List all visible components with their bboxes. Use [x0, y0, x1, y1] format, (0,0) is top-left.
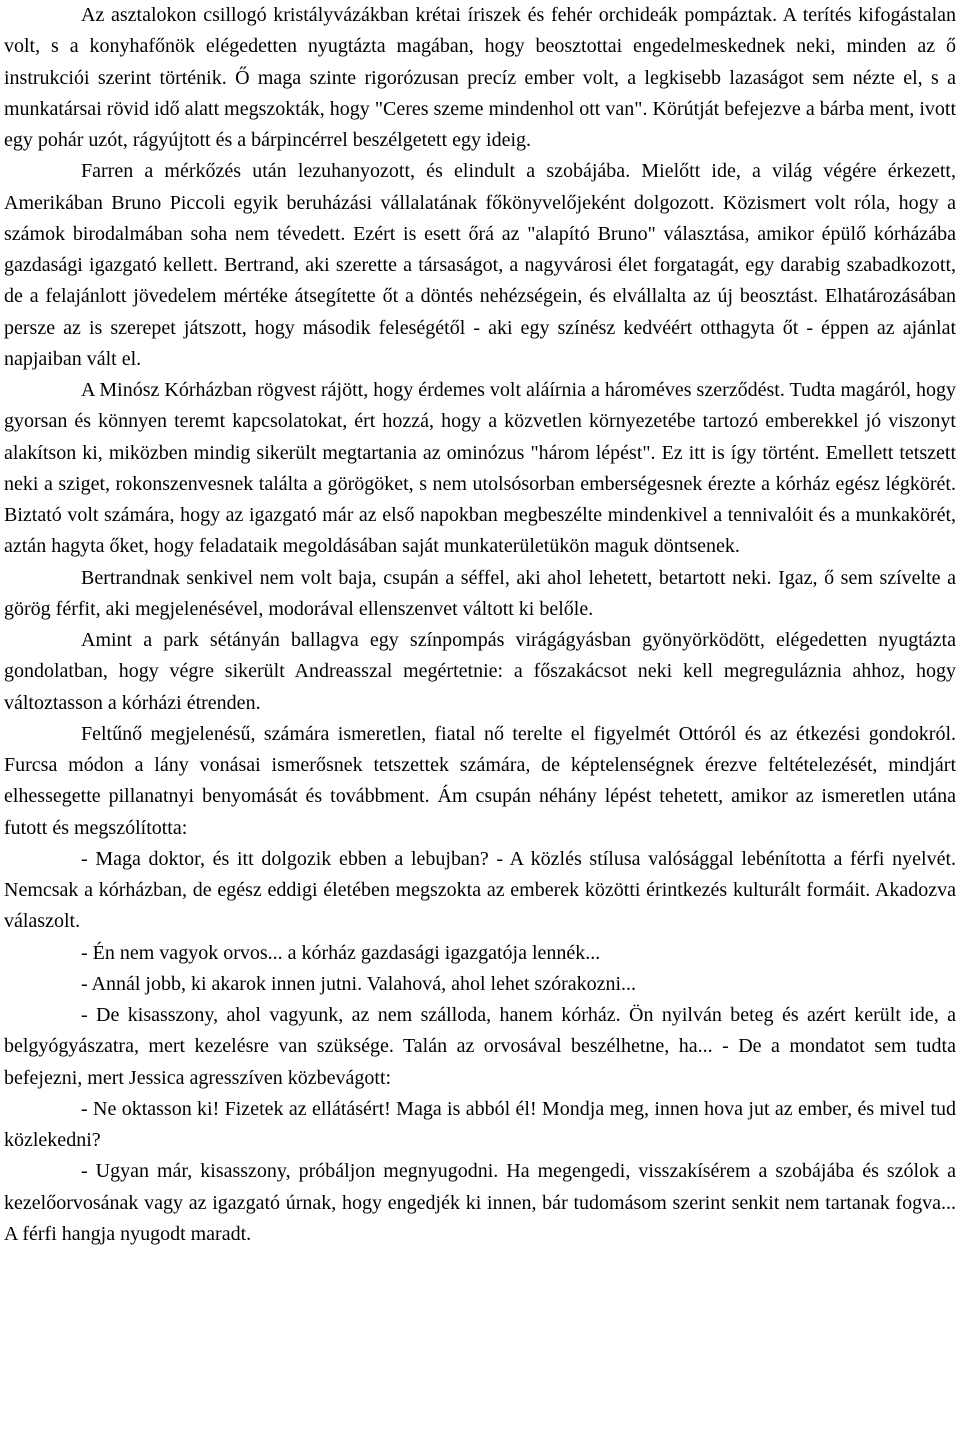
- paragraph-5: Amint a park sétányán ballagva egy színpompás virágágyásban gyönyörködött, elégedetten nyugtázta gondolatban, hogy végre sikerült Andreasszal megértetnie: a főszakácsot neki kell megreguláznia ahhoz, hogy változtasson a kórházi étrenden.: [4, 629, 956, 714]
- dialogue-line-3: - Annál jobb, ki akarok innen jutni. Valahová, ahol lehet szórakozni...: [81, 972, 637, 995]
- dialogue-line-5: - Ne oktasson ki! Fizetek az ellátásért! Maga is abból él! Mondja meg, innen hova jut az ember, és mivel tud közlekedni?: [4, 1097, 956, 1151]
- paragraph-4: Bertrandnak senkivel nem volt baja, csupán a séffel, aki ahol lehetett, betartott neki. Igaz, ő sem szívelte a görög férfit, aki megjelenésével, modorával ellenszenvet váltott ki belőle.: [4, 566, 956, 620]
- dialogue-line-6: - Ugyan már, kisasszony, próbáljon megnyugodni. Ha megengedi, visszakísérem a szobájába és szólok a kezelőorvosának vagy az igazgató úrnak, hogy engedjék ki innen, bár tudomásom szerint senkit nem tartanak fogva... A férfi hangja nyugodt maradt.: [4, 1160, 956, 1245]
- paragraph-1: Az asztalokon csillogó kristályvázákban krétai íriszek és fehér orchideák pompáztak. A terítés kifogástalan volt, s a konyhafőnök elégedetten nyugtázta magában, hogy beosztottai engedelmeskednek neki, minden az ő instrukciói szerint történik. Ő maga szinte rigorózusan precíz ember volt, a legkisebb lazaságot sem nézte el, s a munkatársai rövid idő alatt megszokták, hogy "Ceres szeme mindenhol ott van". Körútját befejezve a bárba ment, ivott egy pohár uzót, rágyújtott és a bárpincérrel beszélgetett egy ideig.: [4, 4, 956, 151]
- paragraph-2: Farren a mérkőzés után lezuhanyozott, és elindult a szobájába. Mielőtt ide, a világ végére érkezett, Amerikában Bruno Piccoli egyik beruházási vállalatának főkönyvelőjeként dolgozott. Közismert volt róla, hogy a számok birodalmában soha nem tévedett. Ezért is esett őrá az "alapító Bruno" választása, amikor épülő kórházába gazdasági igazgató kellett. Bertrand, aki szerette a társaságot, a nagyvárosi élet forgatagát, egy darabig szabadkozott, de a felajánlott jövedelem mértéke átsegítette őt a döntés nehézségein, és elvállalta az új beosztást. Elhatározásában persze az is szerepet játszott, hogy második feleségétől - aki egy színész kedvéért otthagyta őt - éppen az ajánlat napjaiban vált el.: [4, 160, 956, 370]
- dialogue-line-4: - De kisasszony, ahol vagyunk, az nem szálloda, hanem kórház. Ön nyilván beteg és azért került ide, a belgyógyászatra, mert kezelésre van szüksége. Talán az orvosával beszélhetne, ha... - De a mondatot sem tudta befejezni, mert Jessica agresszíven közbevágott:: [4, 1004, 956, 1089]
- paragraph-3: A Minósz Kórházban rögvest rájött, hogy érdemes volt aláírnia a hároméves szerződést. Tudta magáról, hogy gyorsan és könnyen teremt kapcsolatokat, ért hozzá, hogy a közvetlen környezetébe tartozó emberekkel jó viszonyt alakítson ki, miközben mindig sikerült megtartania az ominózus "három lépést". Ez itt is így történt. Emellett tetszett neki a sziget, rokonszenvesnek találta a görögöket, s nem utolsósorban emberségesnek érezte a kórház egész légkörét. Biztató volt számára, hogy az igazgató már az első napokban megbeszélte mindenkivel a tennivalóit és a munkakörét, aztán hagyta őket, hogy feladataik megoldásában saját munkaterületükön maguk döntsenek.: [4, 379, 956, 558]
- paragraph-6: Feltűnő megjelenésű, számára ismeretlen, fiatal nő terelte el figyelmét Ottóról és az étkezési gondokról. Furcsa módon a lány vonásai ismerősnek tetszettek számára, de képtelenségnek érezve feltételezését, mindjárt elhessegette pillanatnyi benyomását és továbbment. Ám csupán néhány lépést tehetett, amikor az ismeretlen utána futott és megszólította:: [4, 722, 956, 839]
- dialogue-line-1: - Maga doktor, és itt dolgozik ebben a lebujban? - A közlés stílusa valósággal lebénította a férfi nyelvét. Nemcsak a kórházban, de egész eddigi életében megszokta az emberek közötti érintkezés kulturált formáit. Akadozva válaszolt.: [4, 847, 956, 933]
- dialogue-line-2: - Én nem vagyok orvos... a kórház gazdasági igazgatója lennék...: [81, 941, 601, 964]
